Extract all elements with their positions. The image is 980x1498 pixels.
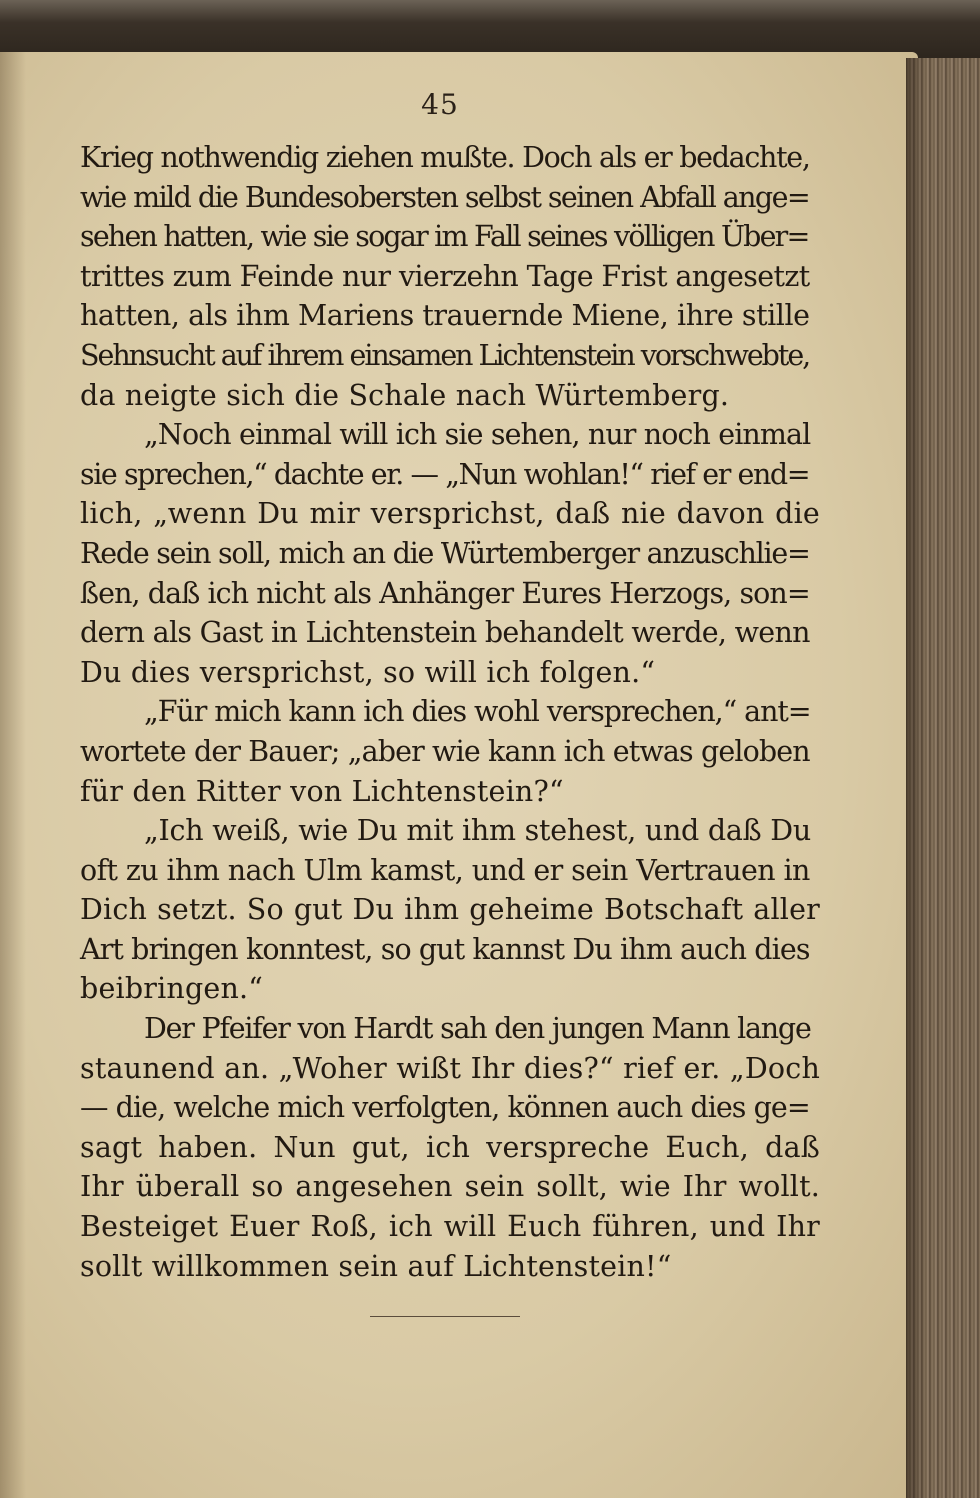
text-line: Du dies versprichst, so will ich folgen.“ xyxy=(80,655,656,689)
text-line: lich, „wenn Du mir versprichst, daß nie davon die xyxy=(80,497,820,531)
text-line: Art bringen konntest, so gut kannst Du ihm auch dies xyxy=(80,932,810,966)
text-line: sagt haben. Nun gut, ich verspreche Euch, daß xyxy=(80,1130,820,1164)
text-line: oft zu ihm nach Ulm kamst, und er sein Vertrauen in xyxy=(80,853,810,887)
text-line: Sehnsucht auf ihrem einsamen Lichtenstein vorschwebte, xyxy=(80,338,810,372)
body-text xyxy=(80,138,820,1286)
section-rule xyxy=(370,1316,520,1317)
text-line: „Noch einmal will ich sie sehen, nur noch einmal xyxy=(144,418,811,452)
text-line: „Für mich kann ich dies wohl versprechen,“ ant= xyxy=(144,695,811,729)
gutter-shadow xyxy=(0,52,26,1498)
text-line: sie sprechen,“ dachte er. — „Nun wohlan!“ rief er end= xyxy=(80,457,810,491)
text-line: für den Ritter von Lichtenstein?“ xyxy=(80,774,564,808)
text-line: dern als Gast in Lichtenstein behandelt werde, wenn xyxy=(80,616,810,650)
text-line: hatten, als ihm Mariens trauernde Miene, ihre stille xyxy=(80,299,810,333)
text-line: wortete der Bauer; „aber wie kann ich etwas geloben xyxy=(80,734,810,768)
text-line: ßen, daß ich nicht als Anhänger Eures Herzogs, son= xyxy=(80,576,810,610)
text-line: Besteiget Euer Roß, ich will Euch führen, und Ihr xyxy=(80,1210,820,1244)
fore-edge-shade xyxy=(906,58,926,1498)
text-line: Dich setzt. So gut Du ihm geheime Botschaft aller xyxy=(80,893,820,927)
text-line: „Ich weiß, wie Du mit ihm stehest, und daß Du xyxy=(144,814,811,848)
text-line: Ihr überall so angesehen sein sollt, wie Ihr wollt. xyxy=(80,1170,820,1204)
text-line: trittes zum Feinde nur vierzehn Tage Frist angesetzt xyxy=(80,259,810,293)
page-number: 45 xyxy=(421,88,459,121)
text-line: Krieg nothwendig ziehen mußte. Doch als er bedachte, xyxy=(80,141,810,174)
text-line: Rede sein soll, mich an die Würtemberger anzuschlie= xyxy=(80,536,810,570)
text-line: sehen hatten, wie sie sogar im Fall seines völligen Über= xyxy=(80,220,809,254)
text-line: sollt willkommen sein auf Lichtenstein!“ xyxy=(80,1249,672,1283)
text-line: staunend an. „Woher wißt Ihr dies?“ rief er. „Doch xyxy=(80,1051,820,1085)
text-line: da neigte sich die Schale nach Würtemberg. xyxy=(80,378,730,412)
text-line: wie mild die Bundesobersten selbst seinen Abfall ange= xyxy=(80,180,810,214)
text-line: — die, welche mich verfolgten, können auch dies ge= xyxy=(80,1091,810,1125)
text-line: beibringen.“ xyxy=(80,972,264,1006)
text-line: Der Pfeifer von Hardt sah den jungen Mann lange xyxy=(144,1012,811,1046)
